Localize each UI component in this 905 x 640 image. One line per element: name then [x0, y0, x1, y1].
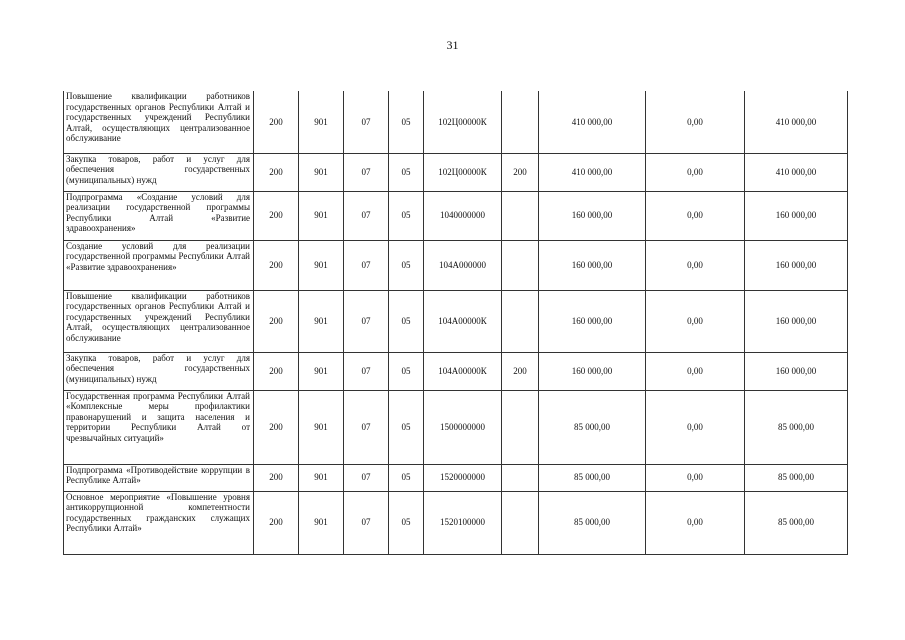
table-row	[64, 390, 848, 464]
row-cell-sum1: 85 000,00	[539, 464, 646, 491]
row-cell-c1: 200	[254, 91, 299, 153]
table-row	[64, 91, 848, 153]
row-cell-sum3: 410 000,00	[745, 153, 848, 191]
row-cell-sum1: 85 000,00	[539, 390, 646, 464]
row-cell-sum2: 0,00	[646, 91, 745, 153]
row-cell-c3: 07	[344, 240, 389, 290]
row-cell-sum3: 160 000,00	[745, 191, 848, 240]
budget-table-body	[64, 91, 848, 554]
row-cell-c1: 200	[254, 390, 299, 464]
row-cell-vr	[502, 290, 539, 352]
table-row	[64, 290, 848, 352]
row-cell-code: 104А000000	[424, 240, 502, 290]
row-cell-vr	[502, 240, 539, 290]
row-cell-c2: 901	[299, 191, 344, 240]
table-row	[64, 153, 848, 191]
row-cell-c4: 05	[389, 240, 424, 290]
row-cell-sum2: 0,00	[646, 491, 745, 554]
row-cell-c3: 07	[344, 491, 389, 554]
row-cell-c3: 07	[344, 290, 389, 352]
row-cell-c1: 200	[254, 153, 299, 191]
row-cell-sum3: 85 000,00	[745, 390, 848, 464]
row-name-cell: Закупка товаров, работ и услуг для обеспечения государственных (муниципальных) нужд	[64, 352, 254, 390]
row-cell-c4: 05	[389, 91, 424, 153]
row-name-cell: Подпрограмма «Противодействие коррупции в Республике Алтай»	[64, 464, 254, 491]
row-cell-c4: 05	[389, 464, 424, 491]
row-cell-sum2: 0,00	[646, 352, 745, 390]
row-cell-c4: 05	[389, 390, 424, 464]
row-cell-vr	[502, 464, 539, 491]
row-cell-sum2: 0,00	[646, 191, 745, 240]
row-cell-vr: 200	[502, 153, 539, 191]
row-cell-c1: 200	[254, 191, 299, 240]
row-cell-c2: 901	[299, 352, 344, 390]
row-cell-sum3: 85 000,00	[745, 491, 848, 554]
row-name-cell: Основное мероприятие «Повышение уровня антикоррупционной компетентности государственных гражданских служащих Республики Алтай»	[64, 491, 254, 554]
row-cell-sum1: 410 000,00	[539, 91, 646, 153]
table-row	[64, 464, 848, 491]
row-cell-c4: 05	[389, 352, 424, 390]
row-cell-c2: 901	[299, 240, 344, 290]
row-cell-sum3: 160 000,00	[745, 240, 848, 290]
table-row	[64, 191, 848, 240]
row-cell-c1: 200	[254, 290, 299, 352]
row-cell-c3: 07	[344, 91, 389, 153]
row-cell-sum1: 160 000,00	[539, 191, 646, 240]
row-cell-c1: 200	[254, 352, 299, 390]
row-cell-c1: 200	[254, 240, 299, 290]
row-cell-vr	[502, 91, 539, 153]
row-cell-code: 104А00000К	[424, 352, 502, 390]
row-name-cell: Государственная программа Республики Алтай «Комплексные меры профилактики правонарушений и защита населения и территории Республики Алтай от чрезвычайных ситуаций»	[64, 390, 254, 464]
table-row	[64, 240, 848, 290]
row-cell-c2: 901	[299, 153, 344, 191]
row-cell-vr: 200	[502, 352, 539, 390]
row-cell-code: 102Ц00000К	[424, 91, 502, 153]
table-row	[64, 352, 848, 390]
budget-table	[63, 91, 848, 555]
row-cell-code: 104А00000К	[424, 290, 502, 352]
row-name-cell: Повышение квалификации работников государственных органов Республики Алтай и государственных учреждений Республики Алтай, осуществляющих централизованное обслуживание	[64, 91, 254, 153]
row-cell-sum3: 160 000,00	[745, 352, 848, 390]
row-cell-sum1: 160 000,00	[539, 352, 646, 390]
row-cell-c3: 07	[344, 191, 389, 240]
row-cell-c4: 05	[389, 491, 424, 554]
row-cell-sum3: 85 000,00	[745, 464, 848, 491]
row-cell-code: 1520000000	[424, 464, 502, 491]
row-cell-code: 1520100000	[424, 491, 502, 554]
row-cell-c2: 901	[299, 464, 344, 491]
row-cell-vr	[502, 390, 539, 464]
row-cell-c1: 200	[254, 491, 299, 554]
row-cell-sum3: 160 000,00	[745, 290, 848, 352]
row-cell-vr	[502, 491, 539, 554]
row-cell-sum1: 160 000,00	[539, 240, 646, 290]
row-cell-c3: 07	[344, 464, 389, 491]
row-cell-c4: 05	[389, 290, 424, 352]
row-cell-code: 1500000000	[424, 390, 502, 464]
row-name-cell: Повышение квалификации работников государственных органов Республики Алтай и государственных учреждений Республики Алтай, осуществляющих централизованное обслуживание	[64, 290, 254, 352]
row-cell-sum2: 0,00	[646, 153, 745, 191]
row-cell-sum1: 160 000,00	[539, 290, 646, 352]
row-cell-sum2: 0,00	[646, 240, 745, 290]
row-cell-code: 1040000000	[424, 191, 502, 240]
row-cell-sum1: 410 000,00	[539, 153, 646, 191]
row-cell-c4: 05	[389, 191, 424, 240]
row-name-cell: Закупка товаров, работ и услуг для обеспечения государственных (муниципальных) нужд	[64, 153, 254, 191]
row-cell-sum2: 0,00	[646, 290, 745, 352]
row-cell-c3: 07	[344, 352, 389, 390]
row-cell-c2: 901	[299, 491, 344, 554]
page-number: 31	[446, 38, 459, 52]
row-cell-c2: 901	[299, 290, 344, 352]
row-cell-c2: 901	[299, 390, 344, 464]
row-cell-sum3: 410 000,00	[745, 91, 848, 153]
row-cell-c2: 901	[299, 91, 344, 153]
row-cell-c4: 05	[389, 153, 424, 191]
row-cell-c1: 200	[254, 464, 299, 491]
row-cell-sum2: 0,00	[646, 464, 745, 491]
table-row	[64, 491, 848, 554]
row-cell-code: 102Ц00000К	[424, 153, 502, 191]
row-cell-c3: 07	[344, 153, 389, 191]
row-name-cell: Создание условий для реализации государственной программы Республики Алтай «Развитие здравоохранения»	[64, 240, 254, 290]
row-cell-sum2: 0,00	[646, 390, 745, 464]
row-name-cell: Подпрограмма «Создание условий для реализации государственной программы Республики Алтай «Развитие здравоохранения»	[64, 191, 254, 240]
row-cell-sum1: 85 000,00	[539, 491, 646, 554]
row-cell-vr	[502, 191, 539, 240]
row-cell-c3: 07	[344, 390, 389, 464]
